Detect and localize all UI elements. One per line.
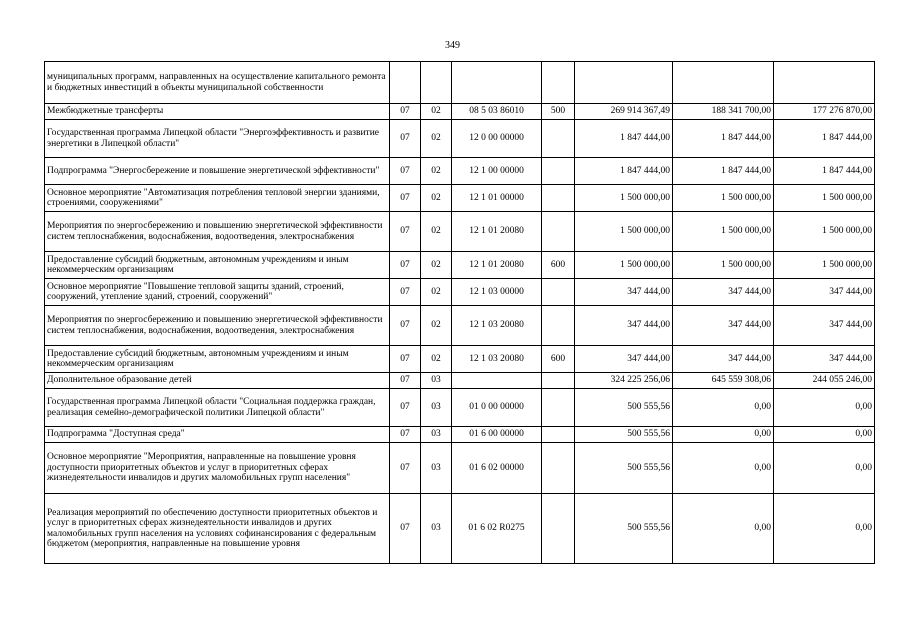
row-name: Дополнительное образование детей [45,373,390,389]
expense-type-code [542,443,575,494]
row-name: Предоставление субсидий бюджетным, автономным учреждениям и иным некоммерческим организациям [45,252,390,279]
amount-year-2: 0,00 [673,443,774,494]
amount-year-1: 1 500 000,00 [575,252,673,279]
amount-year-3: 177 276 870,00 [774,104,875,120]
amount-year-2: 1 847 444,00 [673,158,774,185]
table-row [45,427,875,443]
table-row [45,494,875,564]
expense-type-code [542,306,575,346]
amount-year-2 [673,62,774,104]
section-code: 07 [390,185,421,212]
row-name: Подпрограмма "Энергосбережение и повышение энергетической эффективности" [45,158,390,185]
subsection-code: 03 [421,389,452,427]
amount-year-1: 324 225 256,06 [575,373,673,389]
table-row [45,279,875,306]
section-code: 07 [390,427,421,443]
section-code: 07 [390,494,421,564]
subsection-code [421,62,452,104]
amount-year-1: 500 555,56 [575,427,673,443]
target-item-code: 01 6 00 00000 [452,427,542,443]
budget-table [44,61,875,564]
section-code: 07 [390,346,421,373]
subsection-code: 02 [421,104,452,120]
table-row [45,158,875,185]
subsection-code: 02 [421,120,452,158]
section-code: 07 [390,104,421,120]
amount-year-2: 0,00 [673,389,774,427]
amount-year-2: 188 341 700,00 [673,104,774,120]
row-name: Государственная программа Липецкой области "Энергоэффективность и развитие энергетики в Липецкой области" [45,120,390,158]
amount-year-1: 347 444,00 [575,279,673,306]
row-name: Основное мероприятие "Мероприятия, направленные на повышение уровня доступности приоритетных объектов и услуг в приоритетных сферах жизнедеятельности инвалидов и других маломобильных групп населения" [45,443,390,494]
target-item-code: 08 5 03 86010 [452,104,542,120]
expense-type-code [542,373,575,389]
table-row [45,185,875,212]
target-item-code: 12 0 00 00000 [452,120,542,158]
target-item-code [452,373,542,389]
subsection-code: 02 [421,158,452,185]
amount-year-2: 1 847 444,00 [673,120,774,158]
section-code: 07 [390,373,421,389]
subsection-code: 02 [421,346,452,373]
target-item-code: 12 1 01 20080 [452,212,542,252]
row-name: Реализация мероприятий по обеспечению доступности приоритетных объектов и услуг в приоритетных сферах жизнедеятельности инвалидов и других маломобильных групп населения на условиях софинансирования с федеральным бюджетом (мероприятия, направленные на повышение уровня [45,494,390,564]
target-item-code [452,62,542,104]
amount-year-3: 0,00 [774,494,875,564]
amount-year-1: 1 847 444,00 [575,158,673,185]
table-row [45,252,875,279]
table-row [45,120,875,158]
target-item-code: 12 1 03 00000 [452,279,542,306]
table-row [45,443,875,494]
expense-type-code: 600 [542,346,575,373]
subsection-code: 03 [421,494,452,564]
amount-year-1: 500 555,56 [575,443,673,494]
expense-type-code: 500 [542,104,575,120]
amount-year-1: 1 500 000,00 [575,185,673,212]
amount-year-2: 347 444,00 [673,279,774,306]
row-name: Государственная программа Липецкой области "Социальная поддержка граждан, реализация семейно-демографической политики Липецкой области" [45,389,390,427]
row-name: Подпрограмма "Доступная среда" [45,427,390,443]
table-row [45,104,875,120]
amount-year-2: 0,00 [673,494,774,564]
expense-type-code [542,494,575,564]
amount-year-3 [774,62,875,104]
section-code: 07 [390,443,421,494]
row-name: Мероприятия по энергосбережению и повышению энергетической эффективности систем теплоснабжения, водоснабжения, водоотведения, электроснабжения [45,306,390,346]
target-item-code: 01 6 02 R0275 [452,494,542,564]
row-name: Мероприятия по энергосбережению и повышению энергетической эффективности систем теплоснабжения, водоснабжения, водоотведения, электроснабжения [45,212,390,252]
section-code: 07 [390,252,421,279]
amount-year-3: 244 055 246,00 [774,373,875,389]
expense-type-code [542,120,575,158]
subsection-code: 03 [421,373,452,389]
section-code: 07 [390,279,421,306]
amount-year-1: 500 555,56 [575,494,673,564]
section-code: 07 [390,389,421,427]
amount-year-3: 0,00 [774,389,875,427]
amount-year-1 [575,62,673,104]
subsection-code: 03 [421,427,452,443]
amount-year-1: 1 847 444,00 [575,120,673,158]
target-item-code: 01 6 02 00000 [452,443,542,494]
table-body [45,62,875,564]
row-name: Межбюджетные трансферты [45,104,390,120]
target-item-code: 01 0 00 00000 [452,389,542,427]
table-row [45,306,875,346]
section-code: 07 [390,212,421,252]
amount-year-3: 1 500 000,00 [774,212,875,252]
amount-year-3: 1 847 444,00 [774,158,875,185]
amount-year-1: 347 444,00 [575,306,673,346]
amount-year-3: 1 847 444,00 [774,120,875,158]
amount-year-3: 1 500 000,00 [774,252,875,279]
amount-year-2: 1 500 000,00 [673,212,774,252]
section-code: 07 [390,158,421,185]
expense-type-code [542,427,575,443]
amount-year-2: 645 559 308,06 [673,373,774,389]
table-row [45,389,875,427]
expense-type-code [542,185,575,212]
subsection-code: 02 [421,252,452,279]
row-name: муниципальных программ, направленных на осуществление капитального ремонта и бюджетных инвестиций в объекты муниципальной собственности [45,62,390,104]
amount-year-1: 500 555,56 [575,389,673,427]
table-row [45,62,875,104]
amount-year-2: 1 500 000,00 [673,252,774,279]
expense-type-code [542,212,575,252]
target-item-code: 12 1 03 20080 [452,346,542,373]
row-name: Основное мероприятие "Автоматизация потребления тепловой энергии зданиями, строениями, сооружениями" [45,185,390,212]
amount-year-1: 1 500 000,00 [575,212,673,252]
amount-year-2: 347 444,00 [673,306,774,346]
table-row [45,212,875,252]
amount-year-2: 0,00 [673,427,774,443]
amount-year-1: 269 914 367,49 [575,104,673,120]
subsection-code: 02 [421,212,452,252]
expense-type-code [542,389,575,427]
amount-year-2: 1 500 000,00 [673,185,774,212]
page-number: 349 [445,40,460,51]
section-code: 07 [390,120,421,158]
expense-type-code: 600 [542,252,575,279]
table-row [45,346,875,373]
section-code [390,62,421,104]
expense-type-code [542,158,575,185]
expense-type-code [542,279,575,306]
amount-year-3: 347 444,00 [774,279,875,306]
section-code: 07 [390,306,421,346]
row-name: Предоставление субсидий бюджетным, автономным учреждениям и иным некоммерческим организациям [45,346,390,373]
subsection-code: 02 [421,306,452,346]
expense-type-code [542,62,575,104]
amount-year-3: 0,00 [774,443,875,494]
amount-year-1: 347 444,00 [575,346,673,373]
subsection-code: 02 [421,185,452,212]
table-row [45,373,875,389]
target-item-code: 12 1 03 20080 [452,306,542,346]
amount-year-3: 0,00 [774,427,875,443]
row-name: Основное мероприятие "Повышение тепловой защиты зданий, строений, сооружений, утепление зданий, строений, сооружений" [45,279,390,306]
subsection-code: 02 [421,279,452,306]
target-item-code: 12 1 00 00000 [452,158,542,185]
amount-year-3: 347 444,00 [774,306,875,346]
target-item-code: 12 1 01 00000 [452,185,542,212]
amount-year-2: 347 444,00 [673,346,774,373]
target-item-code: 12 1 01 20080 [452,252,542,279]
amount-year-3: 347 444,00 [774,346,875,373]
subsection-code: 03 [421,443,452,494]
amount-year-3: 1 500 000,00 [774,185,875,212]
